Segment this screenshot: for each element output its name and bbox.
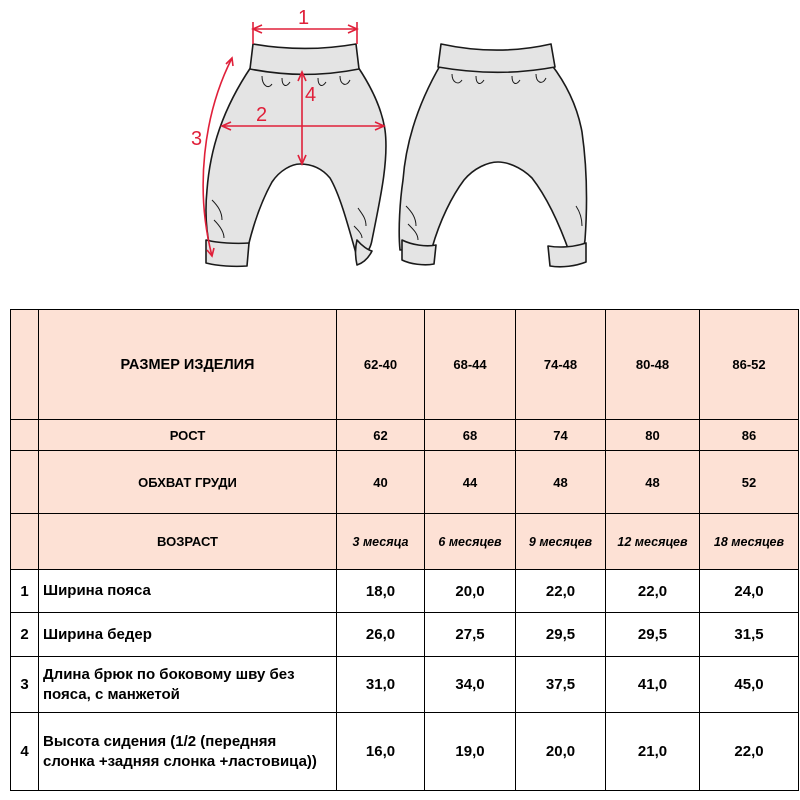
measurement-row bbox=[11, 713, 799, 791]
measurement-value: 31,5 bbox=[700, 613, 799, 657]
measurement-value: 24,0 bbox=[700, 570, 799, 613]
measurement-value: 45,0 bbox=[700, 657, 799, 713]
measurement-row bbox=[11, 570, 799, 613]
measurement-value: 20,0 bbox=[516, 713, 606, 791]
age-value: 9 месяцев bbox=[516, 514, 606, 570]
pants-front-body bbox=[206, 67, 386, 257]
pants-back-waistband bbox=[438, 44, 555, 72]
age-row bbox=[11, 514, 799, 570]
header-corner-cell bbox=[11, 420, 39, 451]
measurement-name: Высота сидения (1/2 (передняя слонка +задняя слонка +ластовица)) bbox=[39, 713, 337, 791]
size-value: 80-48 bbox=[606, 310, 700, 420]
size-value: 68-44 bbox=[425, 310, 516, 420]
height-value: 86 bbox=[700, 420, 799, 451]
measurement-value: 37,5 bbox=[516, 657, 606, 713]
measurement-value: 29,5 bbox=[516, 613, 606, 657]
size-value: 86-52 bbox=[700, 310, 799, 420]
height-value: 68 bbox=[425, 420, 516, 451]
size-value: 62-40 bbox=[337, 310, 425, 420]
pants-back-body bbox=[399, 64, 586, 254]
header-corner-cell bbox=[11, 514, 39, 570]
chest-value: 44 bbox=[425, 451, 516, 514]
chest-label: ОБХВАТ ГРУДИ bbox=[39, 451, 337, 514]
height-value: 80 bbox=[606, 420, 700, 451]
header-corner-cell bbox=[11, 451, 39, 514]
size-value: 74-48 bbox=[516, 310, 606, 420]
measurement-number: 3 bbox=[11, 657, 39, 713]
measurement-value: 29,5 bbox=[606, 613, 700, 657]
measurement-value: 31,0 bbox=[337, 657, 425, 713]
measurement-number: 2 bbox=[11, 613, 39, 657]
measurement-value: 22,0 bbox=[700, 713, 799, 791]
size-row bbox=[11, 310, 799, 420]
height-value: 62 bbox=[337, 420, 425, 451]
measurement-name: Ширина пояса bbox=[39, 570, 337, 613]
age-value: 6 месяцев bbox=[425, 514, 516, 570]
age-value: 3 месяца bbox=[337, 514, 425, 570]
chest-value: 48 bbox=[606, 451, 700, 514]
measurement-value: 26,0 bbox=[337, 613, 425, 657]
age-label: ВОЗРАСТ bbox=[39, 514, 337, 570]
height-row bbox=[11, 420, 799, 451]
measurement-value: 20,0 bbox=[425, 570, 516, 613]
dimension-3-label: 3 bbox=[191, 128, 203, 150]
chest-row bbox=[11, 451, 799, 514]
measurement-row bbox=[11, 657, 799, 713]
dimension-4-label: 4 bbox=[305, 84, 317, 106]
pants-front-view bbox=[206, 44, 386, 266]
measurement-number: 4 bbox=[11, 713, 39, 791]
measurement-name: Длина брюк по боковому шву без пояса, с манжетой bbox=[39, 657, 337, 713]
pants-diagram bbox=[0, 0, 800, 300]
measurement-number: 1 bbox=[11, 570, 39, 613]
measurement-value: 34,0 bbox=[425, 657, 516, 713]
chest-value: 48 bbox=[516, 451, 606, 514]
measurement-value: 22,0 bbox=[606, 570, 700, 613]
chest-value: 40 bbox=[337, 451, 425, 514]
pants-front-waistband bbox=[250, 44, 359, 74]
age-value: 18 месяцев bbox=[700, 514, 799, 570]
measurement-value: 16,0 bbox=[337, 713, 425, 791]
size-label: РАЗМЕР ИЗДЕЛИЯ bbox=[39, 310, 337, 420]
age-value: 12 месяцев bbox=[606, 514, 700, 570]
chest-value: 52 bbox=[700, 451, 799, 514]
measurement-row bbox=[11, 613, 799, 657]
measurement-name: Ширина бедер bbox=[39, 613, 337, 657]
measurement-value: 27,5 bbox=[425, 613, 516, 657]
height-label: РОСТ bbox=[39, 420, 337, 451]
pants-back-cuff-right bbox=[548, 243, 586, 267]
measurement-value: 18,0 bbox=[337, 570, 425, 613]
height-value: 74 bbox=[516, 420, 606, 451]
pants-back-view bbox=[399, 44, 586, 267]
size-chart-table bbox=[10, 309, 799, 791]
measurement-value: 19,0 bbox=[425, 713, 516, 791]
measurement-value: 22,0 bbox=[516, 570, 606, 613]
measurement-value: 21,0 bbox=[606, 713, 700, 791]
header-corner-cell bbox=[11, 310, 39, 420]
dimension-2-label: 2 bbox=[256, 104, 268, 126]
measurement-value: 41,0 bbox=[606, 657, 700, 713]
dimension-1-label: 1 bbox=[298, 7, 310, 29]
